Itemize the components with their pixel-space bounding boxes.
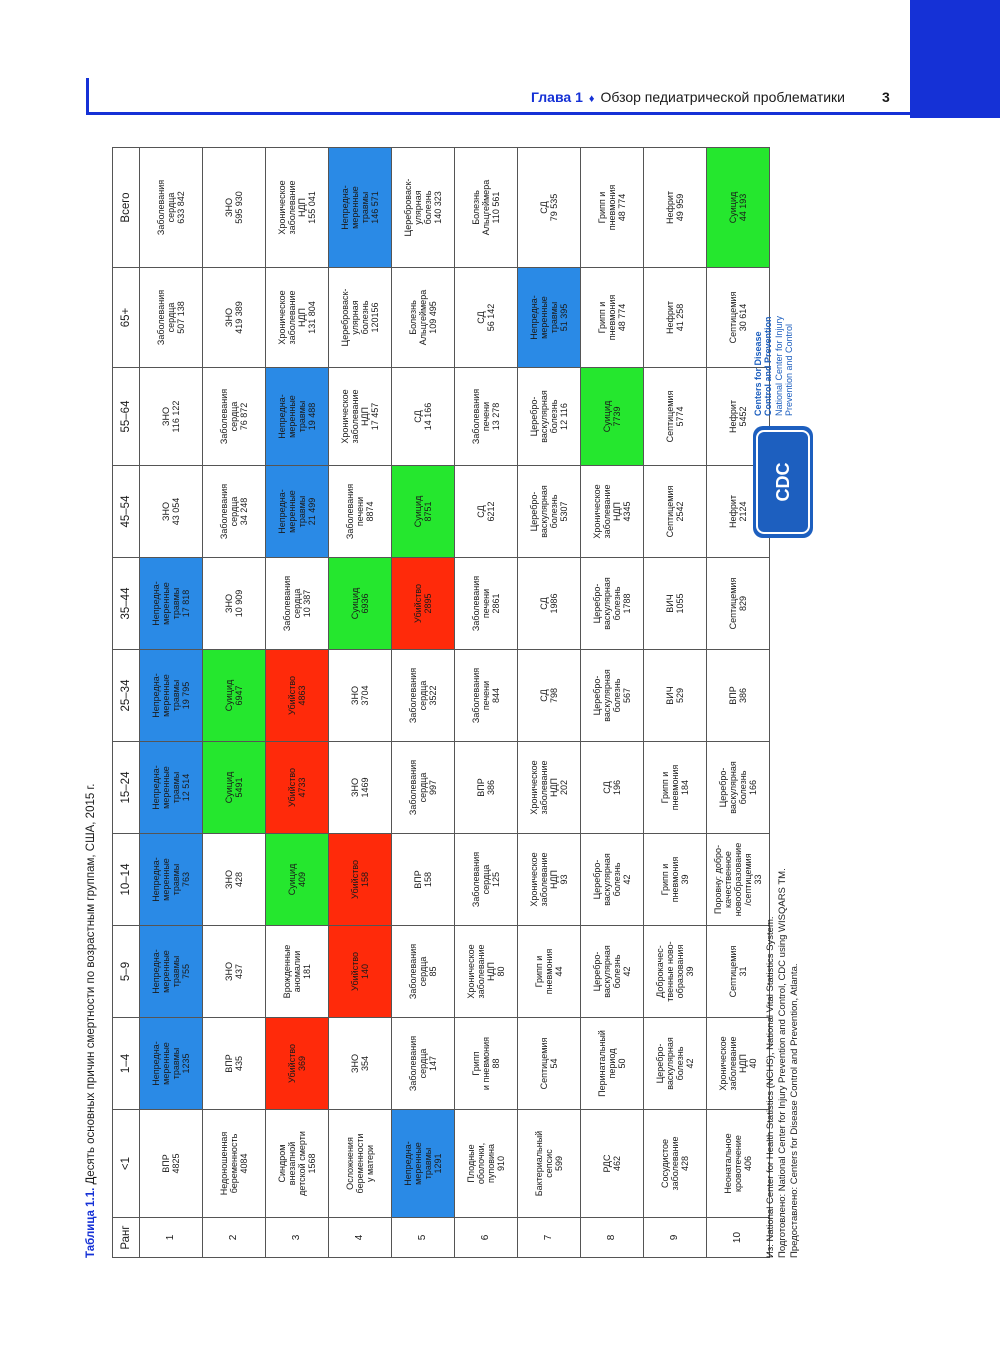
cause-cell: Осложнения беременности у матери [329,1110,392,1218]
cause-cell: Убийство 140 [329,926,392,1018]
cause-cell: Непредна- меренные травмы 146 571 [329,148,392,268]
table-row [392,148,455,1258]
cause-cell: Церебро- васкулярная болезнь 166 [707,742,770,834]
column-header-age: 5–9 [113,926,140,1018]
cause-cell: Неонатальное кровотечение 406 [707,1110,770,1218]
source-line: Подготовлено: National Center for Injury Prevention and Control, CDC using WISQARS TM. [776,868,788,1258]
cause-cell: Септицемия 30 614 [707,268,770,368]
column-header-age: 45–54 [113,466,140,558]
diamond-icon: ♦ [588,93,595,105]
table-row [329,148,392,1258]
cause-cell: Непредна- меренные травмы 1235 [140,1018,203,1110]
cause-cell: Церебро- васкулярная болезнь 12 116 [518,368,581,466]
cause-cell: Хроническое заболевание НДП 131 804 [266,268,329,368]
cause-cell: Убийство 158 [329,834,392,926]
cause-cell: Заболевания печени 2861 [455,558,518,650]
cause-cell: Непредна- меренные травмы 19 488 [266,368,329,466]
cause-cell: Хроническое заболевание НДП 4345 [581,466,644,558]
cause-cell: Церебро- васкулярная болезнь 5307 [518,466,581,558]
chapter-label: Глава 1 [531,89,583,105]
cdc-line: National Center for Injury [773,315,784,416]
cause-cell: ЗНО 595 930 [203,148,266,268]
cause-cell: Хроническое заболевание НДП 155 041 [266,148,329,268]
header-rule [86,112,912,115]
mortality-table [112,147,770,1258]
cause-cell: Хроническое заболевание НДП 17 457 [329,368,392,466]
cause-cell: Грипп и пневмония 39 [644,834,707,926]
cause-cell: РДС 462 [581,1110,644,1218]
rank-cell: 6 [455,1218,518,1258]
cause-cell: ЗНО 43 054 [140,466,203,558]
cause-cell: ЗНО 437 [203,926,266,1018]
cause-cell: Недоношенная беременность 4084 [203,1110,266,1218]
table-body [140,148,770,1258]
cause-cell: Болезнь Альцгеймера 109 495 [392,268,455,368]
table-row [266,148,329,1258]
cause-cell: ВПР 386 [455,742,518,834]
cause-cell: Суицид 409 [266,834,329,926]
rank-cell: 7 [518,1218,581,1258]
cause-cell: Доброкачес- твенные ново- образования 39 [644,926,707,1018]
cdc-line: Prevention and Control [784,323,795,416]
source-line: Предоставлено: Centers for Disease Control and Prevention, Atlanta. [788,963,800,1258]
cause-cell: Суицид 8751 [392,466,455,558]
rank-cell: 5 [392,1218,455,1258]
cause-cell: СД 56 142 [455,268,518,368]
cause-cell: ВИЧ 1055 [644,558,707,650]
cause-cell: Церебро- васкулярная болезнь 1788 [581,558,644,650]
chapter-corner-tab [910,0,1000,118]
rank-cell: 4 [329,1218,392,1258]
cause-cell: Нефрит 49 959 [644,148,707,268]
rank-cell: 1 [140,1218,203,1258]
cause-cell: Хроническое заболевание НДП 202 [518,742,581,834]
rank-cell: 2 [203,1218,266,1258]
column-header-age: <1 [113,1110,140,1218]
cause-cell: Нефрит 5452 [707,368,770,466]
cause-cell: СД 196 [581,742,644,834]
table-row [518,148,581,1258]
cause-cell: Заболевания сердца 85 [392,926,455,1018]
cause-cell: Синдром внезапной детской смерти 1568 [266,1110,329,1218]
caption-text: Десять основных причин смертности по возрастным группам, США, 2015 г. [85,783,97,1185]
cause-cell: Суицид 5491 [203,742,266,834]
cause-cell: ЗНО 1469 [329,742,392,834]
cause-cell: Заболевания печени 844 [455,650,518,742]
cause-cell: Заболевания сердца 507 138 [140,268,203,368]
cause-cell: Заболевания сердца 76 872 [203,368,266,466]
cause-cell: Цереброваск- улярная болезнь 140 323 [392,148,455,268]
cdc-line: Centers for Disease [753,331,763,416]
column-header-age: 35–44 [113,558,140,650]
cause-cell: ВИЧ 529 [644,650,707,742]
cause-cell: Убийство 369 [266,1018,329,1110]
cause-cell: Грипп и пневмония 48 774 [581,148,644,268]
table-row [581,148,644,1258]
cause-cell: Суицид 6947 [203,650,266,742]
cause-cell: Хроническое заболевание НДП 93 [518,834,581,926]
cause-cell: Грипп и пневмония 88 [455,1018,518,1110]
cause-cell: Непредна- меренные травмы 17 818 [140,558,203,650]
cause-cell: Церебро- васкулярная болезнь 42 [581,834,644,926]
column-header-rank: Ранг [113,1218,140,1258]
cdc-line: Control and Prevention [763,316,774,416]
column-header-age: 55–64 [113,368,140,466]
cause-cell: Заболевания сердца 997 [392,742,455,834]
cause-cell: Убийство 4733 [266,742,329,834]
cause-cell: Непредна- меренные травмы 51 395 [518,268,581,368]
cause-cell: Непредна- меренные травмы 1291 [392,1110,455,1218]
cause-cell: Грипп и пневмония 44 [518,926,581,1018]
source-line: Из: National Center for Health Statistics (NCHS), National Vital Statistics System. [765,916,776,1258]
rank-cell: 10 [707,1218,770,1258]
cause-cell: Нефрит 41 258 [644,268,707,368]
chapter-title: Обзор педиатрической проблематики [600,89,845,105]
cause-cell: Непредна- меренные травмы 12 514 [140,742,203,834]
cause-cell: СД 79 535 [518,148,581,268]
table-row [644,148,707,1258]
cdc-logo-text [753,156,794,416]
cause-cell: Септицемия 829 [707,558,770,650]
cause-cell: Церебро- васкулярная болезнь 42 [581,926,644,1018]
column-header-age: 25–34 [113,650,140,742]
cause-cell: Заболевания сердца 147 [392,1018,455,1110]
cause-cell: Заболевания сердца 125 [455,834,518,926]
cause-cell: Септицемия 2542 [644,466,707,558]
cause-cell: Перинатальный период 50 [581,1018,644,1110]
cause-cell: ВПР 435 [203,1018,266,1110]
rank-cell: 9 [644,1218,707,1258]
column-header-age: 65+ [113,268,140,368]
cause-cell: Суицид 7739 [581,368,644,466]
cause-cell: Бактериальный сепсис 599 [518,1110,581,1218]
cause-cell: СД 1986 [518,558,581,650]
cause-cell: Поровну: добро- качественное новообразование /септицемия 33 [707,834,770,926]
cause-cell: Грипп и пневмония 48 774 [581,268,644,368]
cause-cell: Хроническое заболевание НДП 80 [455,926,518,1018]
cause-cell: Убийство 2895 [392,558,455,650]
table-caption [85,784,97,1258]
cause-cell: Заболевания печени 13 278 [455,368,518,466]
cause-cell: Заболевания сердца 34 248 [203,466,266,558]
column-header-age: 15–24 [113,742,140,834]
rotated-table-area [85,148,860,1258]
cause-cell: Септицемия 54 [518,1018,581,1110]
table-header-row [113,148,140,1258]
cause-cell: Суицид 6936 [329,558,392,650]
cause-cell: Грипп и пневмония 184 [644,742,707,834]
cause-cell: СД 6212 [455,466,518,558]
table-row [140,148,203,1258]
cause-cell: Церебро- васкулярная болезнь 42 [644,1018,707,1110]
table-row [455,148,518,1258]
cause-cell: ЗНО 428 [203,834,266,926]
cause-cell: Болезнь Альцгеймера 110 561 [455,148,518,268]
rank-cell: 8 [581,1218,644,1258]
cause-cell: ЗНО 3704 [329,650,392,742]
cause-cell: ВПР 4825 [140,1110,203,1218]
cause-cell: СД 14 166 [392,368,455,466]
table-row [203,148,266,1258]
cause-cell: ВПР 158 [392,834,455,926]
cause-cell: Заболевания сердца 3522 [392,650,455,742]
cause-cell: ЗНО 354 [329,1018,392,1110]
cdc-logo [753,426,813,538]
cause-cell: СД 798 [518,650,581,742]
column-header-age: Всего [113,148,140,268]
running-header [0,89,845,105]
cause-cell: Плодные оболочки, пуповина 910 [455,1110,518,1218]
cause-cell: Септицемия 31 [707,926,770,1018]
cause-cell: Хроническое заболевание НДП 40 [707,1018,770,1110]
cause-cell: ВПР 386 [707,650,770,742]
cause-cell: Непредна- меренные травмы 21 499 [266,466,329,558]
cause-cell: Врожденные аномалии 181 [266,926,329,1018]
cause-cell: Непредна- меренные травмы 19 795 [140,650,203,742]
column-header-age: 1–4 [113,1018,140,1110]
cause-cell: Заболевания сердца 10 387 [266,558,329,650]
cause-cell: Непредна- меренные травмы 755 [140,926,203,1018]
cause-cell: Сосудистое заболевание 428 [644,1110,707,1218]
column-header-age: 10–14 [113,834,140,926]
cause-cell: Заболевания сердца 633 842 [140,148,203,268]
cause-cell: ЗНО 10 909 [203,558,266,650]
rank-cell: 3 [266,1218,329,1258]
cause-cell: Нефрит 2124 [707,466,770,558]
cause-cell: Септицемия 5774 [644,368,707,466]
cdc-logo-mark: CDC [756,430,810,534]
cause-cell: ЗНО 419 389 [203,268,266,368]
cause-cell: Церебро- васкулярная болезнь 567 [581,650,644,742]
cause-cell: Цереброваск- улярная болезнь 120156 [329,268,392,368]
page-number: 3 [882,89,890,105]
cause-cell: Заболевания печени 8874 [329,466,392,558]
cause-cell: ЗНО 116 122 [140,368,203,466]
caption-label: Таблица 1.1. [85,1187,97,1258]
cause-cell: Непредна- меренные травмы 763 [140,834,203,926]
cause-cell: Суицид 44 193 [707,148,770,268]
sources-note [765,558,801,1258]
cause-cell: Убийство 4863 [266,650,329,742]
